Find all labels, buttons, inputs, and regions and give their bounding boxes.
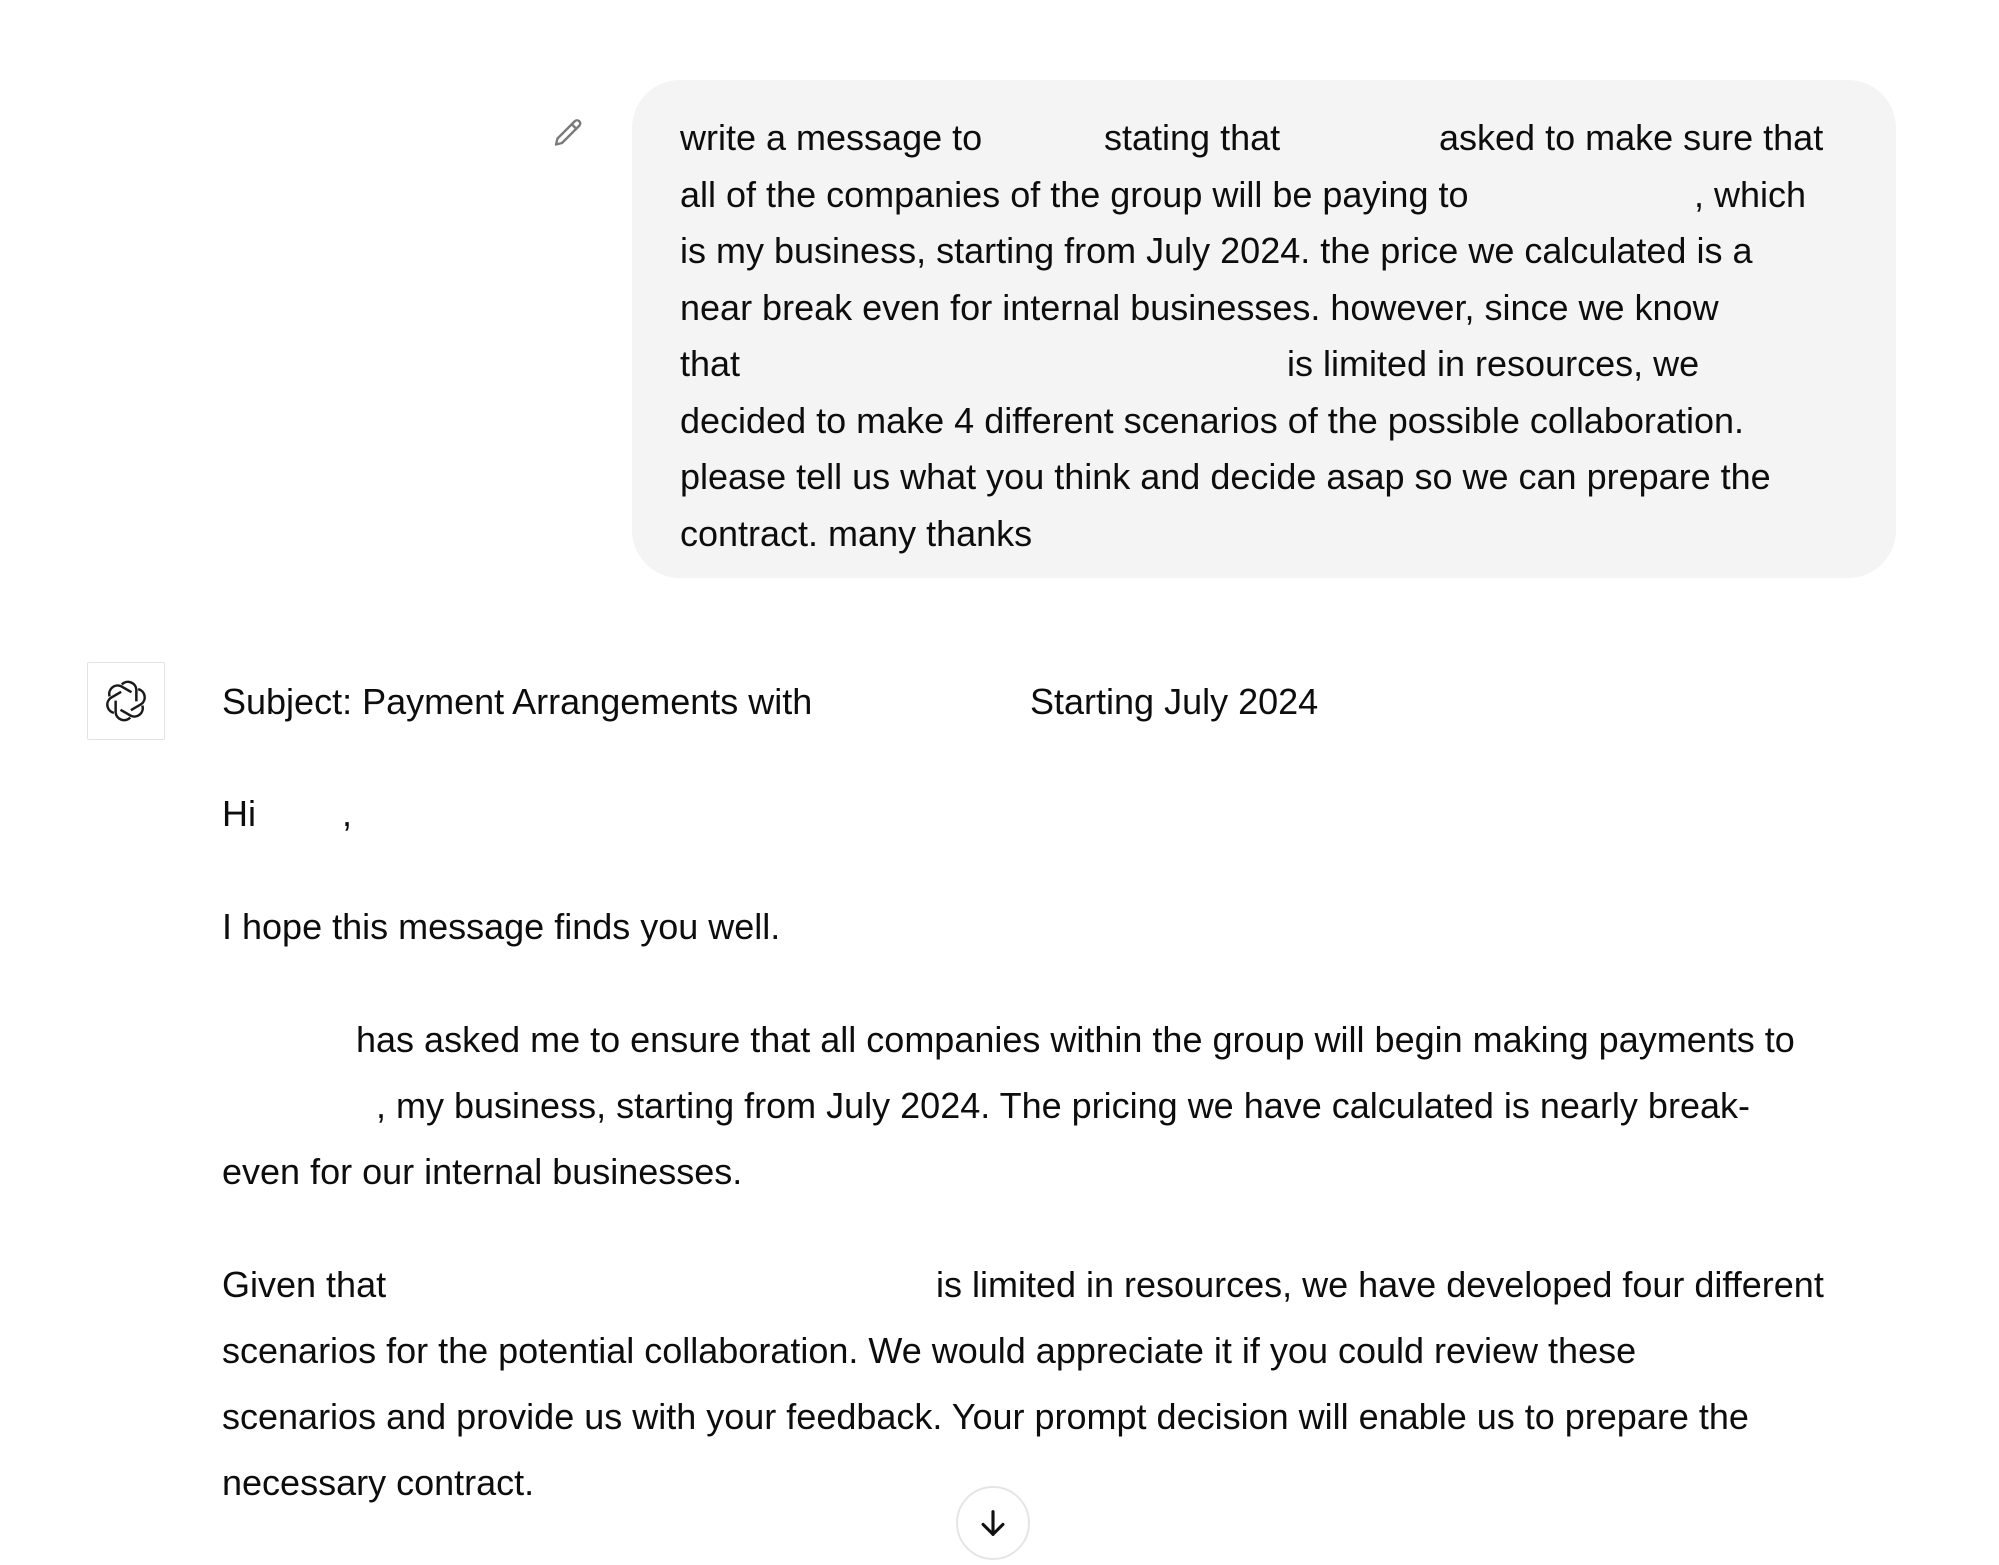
user-message-line (680, 280, 1856, 337)
paragraph-text: scenarios and provide us with your feedback. Your prompt decision will enable us to prepare the (222, 1396, 1749, 1437)
user-text: asked to make sure that (1439, 117, 1824, 158)
paragraph-text: scenarios for the potential collaboration. We would appreciate it if you could review these (222, 1330, 1637, 1371)
user-message-line (680, 167, 1856, 224)
scroll-to-bottom-button[interactable] (956, 1486, 1030, 1560)
user-text: is limited in resources, we (1287, 343, 1700, 384)
edit-message-button[interactable] (546, 112, 590, 156)
user-message-line (680, 110, 1856, 167)
paragraph-text: is limited in resources, we have developed four different (936, 1264, 1824, 1305)
user-message-line (680, 393, 1856, 450)
paragraph-text: necessary contract. (222, 1462, 535, 1503)
subject-text: Starting July 2024 (1030, 681, 1319, 722)
user-message-line (680, 223, 1856, 280)
user-text: near break even for internal businesses. however, since we know (680, 286, 1719, 328)
paragraph-text: Given that (222, 1264, 387, 1305)
greeting-text: Hi (222, 793, 256, 834)
user-text: that (680, 343, 741, 384)
greeting-text: , (342, 793, 353, 834)
arrow-down-icon (976, 1506, 1010, 1540)
user-text: decided to make 4 different scenarios of the possible collaboration. (680, 399, 1744, 441)
user-text: please tell us what you think and decide asap so we can prepare the (680, 456, 1771, 497)
pencil-icon (550, 116, 586, 152)
user-text: , which (1694, 173, 1807, 215)
paragraph-text: even for our internal businesses. (222, 1151, 743, 1192)
openai-logo-icon (103, 678, 149, 724)
user-text: write a message to (680, 117, 983, 158)
subject-text: Subject: Payment Arrangements with (222, 681, 813, 722)
user-text: is my business, starting from July 2024. the price we calculated is a (680, 230, 1753, 271)
user-message-line (680, 506, 1856, 563)
user-message-bubble (632, 80, 1896, 578)
user-message-line (680, 449, 1856, 506)
paragraph-text: has asked me to ensure that all companies within the group will begin making payments to (356, 1019, 1795, 1060)
user-text: all of the companies of the group will be paying to (680, 173, 1469, 215)
intro-text: I hope this message finds you well. (222, 906, 781, 947)
paragraph-text: , my business, starting from July 2024. The pricing we have calculated is nearly break- (376, 1085, 1750, 1126)
user-text: contract. many thanks (680, 512, 1033, 554)
user-message-line (680, 336, 1856, 393)
user-text: stating that (1104, 117, 1281, 158)
assistant-avatar (87, 662, 165, 740)
